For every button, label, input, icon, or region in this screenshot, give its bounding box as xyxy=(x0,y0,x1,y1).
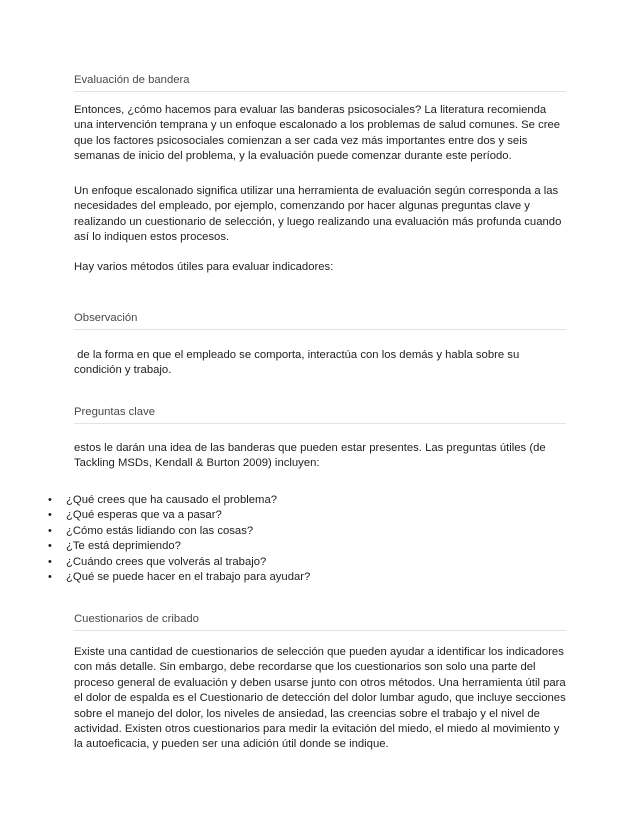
list-item-text: ¿Cómo estás lidiando con las cosas? xyxy=(66,524,254,537)
paragraph-bandera-1 xyxy=(74,103,566,165)
paragraph-text: Hay varios métodos útiles para evaluar indicadores: xyxy=(74,261,334,273)
list-item xyxy=(48,570,568,585)
paragraph-text: Entonces, ¿cómo hacemos para evaluar las banderas psicosociales? La literatura recomienda una intervención temprana y un enfoque escalonado a los problemas de salud comunes. Se cree que los factores psicosociales comienzan a ser cada vez más importantes entre dos y seis semanas de inicio del problema, y la evaluación puede comenzar durante este período. xyxy=(74,104,561,163)
list-item xyxy=(48,493,568,508)
paragraph-preguntas xyxy=(74,441,566,472)
list-item xyxy=(48,539,568,554)
paragraph-text: Existe una cantidad de cuestionarios de selección que pueden ayudar a identificar los indicadores con más detalle. Sin embargo, debe recordarse que los cuestionarios son solo una parte del proceso general de evaluación y deben usarse junto con otros métodos. Una herramienta útil para el dolor de espalda es el Cuestionario de detección del dolor lumbar agudo, que incluye secciones sobre el manejo del dolor, los niveles de ansiedad, las creencias sobre el trabajo y el nivel de actividad. Existen otros cuestionarios para medir la evitación del miedo, el miedo al movimiento y la autoeficacia, y pueden ser una adición útil donde se indique. xyxy=(74,646,566,751)
paragraph-text: Un enfoque escalonado significa utilizar una herramienta de evaluación según corresponda a las necesidades del empleado, por ejemplo, comenzando por hacer algunas preguntas clave y realizando un cuestionario de selección, y luego realizando una evaluación más profunda cuando así lo indiquen estos procesos. xyxy=(74,185,562,244)
heading-cuestionarios-cribado: Cuestionarios de cribado xyxy=(74,612,566,631)
heading-preguntas-clave: Preguntas clave xyxy=(74,405,566,424)
list-item-text: ¿Qué crees que ha causado el problema? xyxy=(66,494,278,506)
bullet-icon: • xyxy=(48,494,52,506)
list-item-text: ¿Qué se puede hacer en el trabajo para ayudar? xyxy=(66,570,311,583)
bullet-icon: • xyxy=(48,555,52,568)
list-item-text: ¿Te está deprimiendo? xyxy=(66,540,181,553)
paragraph-bandera-3 xyxy=(74,260,566,275)
paragraph-observacion xyxy=(74,348,566,379)
bullet-icon: • xyxy=(48,524,52,537)
list-item xyxy=(48,555,568,570)
bullet-list xyxy=(48,493,568,585)
heading-evaluacion-bandera: Evaluación de bandera xyxy=(74,73,566,92)
paragraph-cribado xyxy=(74,645,566,753)
heading-observacion: Observación xyxy=(74,311,566,330)
paragraph-text: de la forma en que el empleado se comporta, interactúa con los demás y habla sobre su condición y trabajo. xyxy=(74,349,523,377)
list-item-text: ¿Qué esperas que va a pasar? xyxy=(66,509,222,522)
list-item xyxy=(48,508,568,523)
paragraph-bandera-2 xyxy=(74,184,566,246)
list-item xyxy=(48,524,568,539)
list-item-text: ¿Cuándo crees que volverás al trabajo? xyxy=(66,555,267,568)
bullet-icon: • xyxy=(48,509,52,522)
bullet-icon: • xyxy=(48,570,52,583)
bullet-icon: • xyxy=(48,540,52,553)
paragraph-text: estos le darán una idea de las banderas que pueden estar presentes. Las preguntas útiles (de Tackling MSDs, Kendall & Burton 2009) incluyen: xyxy=(74,442,546,470)
